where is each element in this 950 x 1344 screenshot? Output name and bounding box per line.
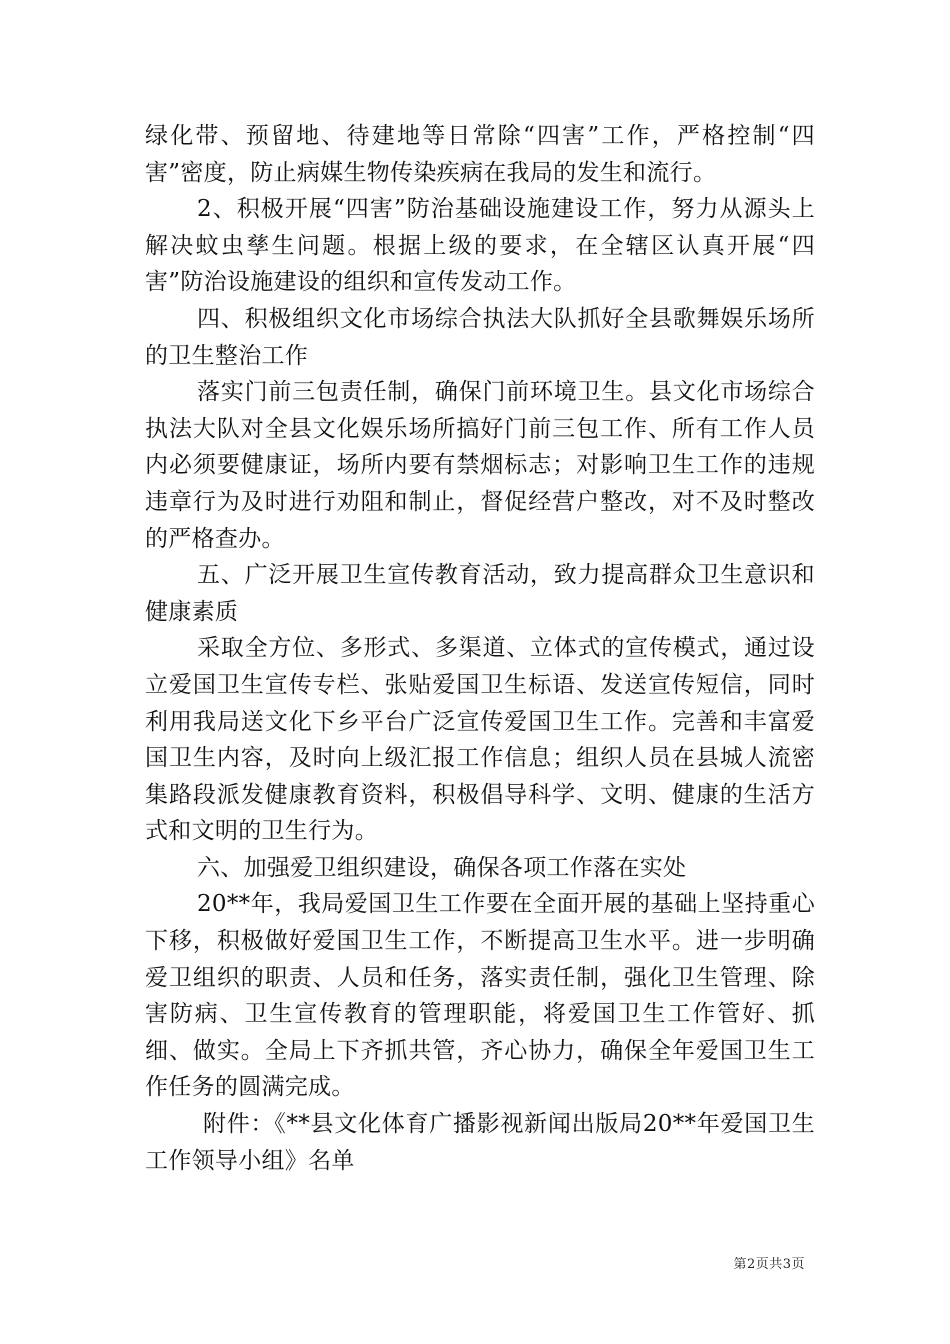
paragraph-section-6-body: 20**年，我局爱国卫生工作要在全面开展的基础上坚持重心下移，积极做好爱国卫生工作，不断提高卫生水平。进一步明确爱卫组织的职责、人员和任务，落实责任制，强化卫生管理、除害防病、卫生宣传教育的管理职能，将爱国卫生工作管好、抓细、做实。全局上下齐抓共管，齐心协力，确保全年爱国卫生工作任务的圆满完成。: [145, 891, 815, 1101]
section-heading-6: 六、加强爱卫组织建设，确保各项工作落在实处: [197, 854, 687, 881]
document-body: [145, 118, 815, 1179]
paragraph-section-5-body: 采取全方位、多形式、多渠道、立体式的宣传模式，通过设立爱国卫生宣传专栏、张贴爱国卫生标语、发送宣传短信，同时利用我局送文化下乡平台广泛宣传爱国卫生工作。完善和丰富爱国卫生内容，及时向上级汇报工作信息；组织人员在县城人流密集路段派发健康教育资料，积极倡导科学、文明、健康的生活方式和文明的卫生行为。: [145, 635, 815, 845]
paragraph-section-4-body: 落实门前三包责任制，确保门前环境卫生。县文化市场综合执法大队对全县文化娱乐场所搞好门前三包工作、所有工作人员内必须要健康证，场所内要有禁烟标志；对影响卫生工作的违规违章行为及时进行劝阻和制止，督促经营户整改，对不及时整改的严格查办。: [145, 379, 815, 552]
page-number-footer: 第2页共3页: [733, 1257, 805, 1272]
paragraph-continuation: 绿化带、预留地、待建地等日常除“四害”工作，严格控制“四害”密度，防止病媒生物传染疾病在我局的发生和流行。: [145, 123, 815, 186]
paragraph-item-2: 2、积极开展“四害”防治基础设施建设工作，努力从源头上解决蚊虫孳生问题。根据上级的要求，在全辖区认真开展“四害”防治设施建设的组织和宣传发动工作。: [145, 196, 815, 296]
section-heading-5: 五、广泛开展卫生宣传教育活动，致力提高群众卫生意识和健康素质: [145, 562, 815, 625]
attachment-note: 附件：《**县文化体育广播影视新闻出版局20**年爱国卫生工作领导小组》名单: [145, 1111, 815, 1174]
section-heading-4: 四、积极组织文化市场综合执法大队抓好全县歌舞娱乐场所的卫生整治工作: [145, 305, 815, 369]
